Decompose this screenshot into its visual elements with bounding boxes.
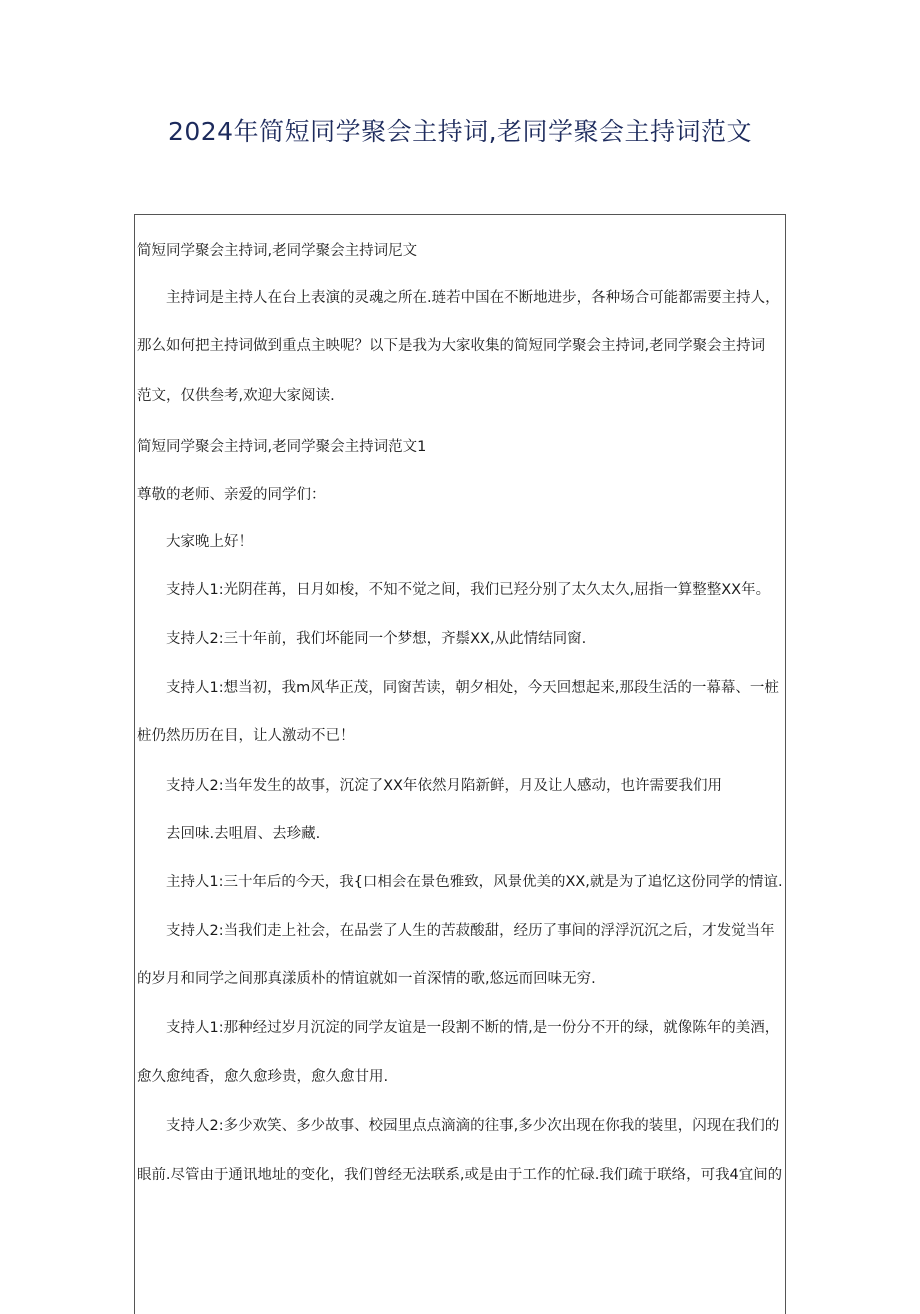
document-title: 2024年简短同学聚会主持词,老同学聚会主持词范文 <box>167 117 753 146</box>
section-heading: 简短同学聚会主持词,老同学聚会主持词范文1 <box>137 439 427 455</box>
paragraph-line: 那么如何把主持词做到重点主映呢？以下是我为大家收集的简短同学聚会主持词,老同学聚会主持词 <box>137 338 766 354</box>
salutation: 尊敬的老师、亲爱的同学们： <box>137 487 326 503</box>
paragraph-line: 支持人2:三十年前，我们坏能同一个梦想，齐鬃XX,从此情结同窗. <box>166 631 587 647</box>
paragraph-line: 愈久愈纯香，愈久愈珍贵，愈久愈甘用. <box>137 1069 389 1085</box>
paragraph-line: 支持人2:当我们走上社会，在品尝了人生的苦菽酸甜，经历了事间的浮浮沉沉之后，才发觉当年 <box>166 923 775 939</box>
paragraph-line: 支持人2:当年发生的故事，沉淀了XX年依然月陷新鲜，月及让人感动，也许需要我们用 <box>166 778 722 794</box>
paragraph-line: 支持人1:光阴荏苒，日月如梭，不知不觉之间，我们已羟分别了太久太久,屈指一算整整XX年。 <box>166 582 771 598</box>
paragraph-line: 支持人1:那种经过岁月沉淀的同学友谊是一段割不断的情,是一份分不开的绿，就像陈年的美酒， <box>166 1020 780 1036</box>
content-frame <box>134 214 786 1314</box>
paragraph-line: 支持人2:多少欢笑、多少故事、校园里点点滴滴的往事,多少次出现在你我的装里，闪现在我们的 <box>166 1118 780 1134</box>
greeting: 大家晚上好！ <box>166 534 253 550</box>
paragraph-line: 眼前.尽管由于通讯地址的变化，我们曾经无法联系,或是由于工作的忙碌.我们疏于联络，可我4宜间的 <box>137 1167 783 1183</box>
paragraph-line: 去回味.去咀眉、去珍藏. <box>166 826 321 842</box>
paragraph-line: 的岁月和同学之间那真漾质朴的情谊就如一首深情的歌,悠远而回味无穷. <box>137 971 596 987</box>
paragraph-line: 主持词是主持人在台上表演的灵魂之所在.琏若中国在不断地进步，各种场合可能都需要主持人， <box>166 290 780 306</box>
paragraph-line: 范文，仅供叁考,欢迎大家阅读. <box>137 388 335 404</box>
paragraph-line: 桩仍然历历在目，让人激动不已！ <box>137 728 355 744</box>
paragraph-line: 主持人1:三十年后的今天，我{口相会在景色雅致，风景优美的XX,就是为了追忆这份同学的情谊. <box>166 874 783 890</box>
section-heading: 简短同学聚会主持词,老同学聚会主持词尼文 <box>137 243 418 259</box>
paragraph-line: 支持人1:想当初，我m风华正茂，同窗苦读，朝夕相处，今天回想起来,那段生活的一幕幕、一桩 <box>166 680 779 696</box>
